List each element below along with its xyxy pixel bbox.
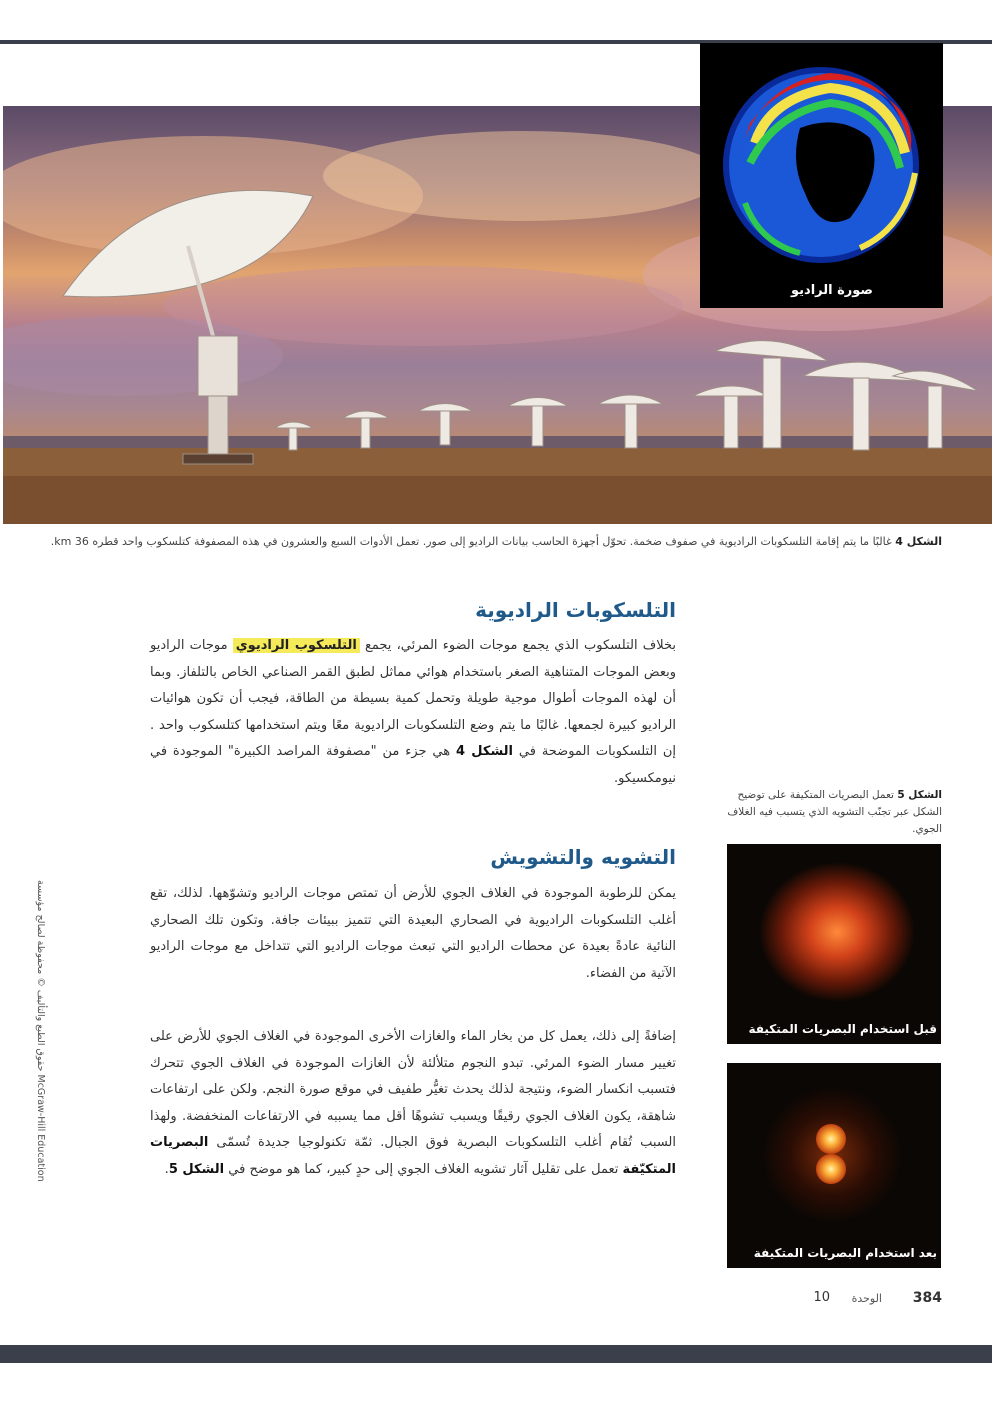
distortion-p2-start: إضافةً إلى ذلك، يعمل كل من بخار الماء والغازات الأخرى الموجودة في الغلاف الجوي للأرض على تغيير مسار الضوء المرئي. تبدو النجوم متلألئة لأن الغازات الموجودة في الغلاف الجوي تتحرك فتسبب انكسار الضوء، ونتيجة لذلك يحدث تغيُّر طفيف في موقع صورة النجم. ولكن على ارتفاعات شاهقة، يكون الغلاف الجوي رقيقًا ويسبب تشوهًا أقل مما يسببه في الارتفاعات المنخفضة. ولهذا السبب تُقام أغلب التلسكوبات البصرية فوق الجبال. ثمّة تكنولوجيا جديدة تُسمّى: [150, 1029, 677, 1150]
sharp-star-visual: [727, 1063, 941, 1268]
adaptive-optics-term: البصريات المتكيّفة: [150, 1135, 676, 1177]
figure4-caption: [40, 530, 942, 554]
unit-number: 10: [813, 1290, 830, 1305]
radio-text-after: موجات الراديو وبعض الموجات المتناهية الصغر باستخدام هوائي مماثل لطبق القمر الصناعي الخاص بالتلفاز. وبما أن لهذه الموجات أطوال موجية طويلة وتحمل كمية بسيطة من الطاقة، فيجب أن تكون هوائيات الراديو كبيرة لجمعها. غالبًا ما يتم وضع التلسكوبات الراديوية معًا ويتم استخدامها كتلسكوب واحد . إن التلسكوبات الموضحة في: [150, 638, 677, 759]
after-label: بعد استخدام البصريات المتكيفة: [753, 1246, 937, 1260]
figure4-text: غالبًا ما يتم إقامة التلسكوبات الراديوية في صفوف ضخمة. تحوّل أجهزة الحاسب بيانات الراديو إلى صور. تعمل الأدوات السبع والعشرون في هذه المصفوفة كتلسكوب واحد قطره 36 km.: [50, 535, 892, 548]
radio-image-label: صورة الراديو: [791, 283, 873, 298]
page-number: 384: [912, 1290, 942, 1306]
figure5-reference: الشكل 5: [168, 1161, 225, 1177]
after-adaptive-optics-image: [727, 1063, 941, 1268]
radio-telescopes-paragraph: [150, 633, 676, 792]
unit-label: الوحدة: [851, 1292, 882, 1305]
section-title-radio-telescopes: التلسكوبات الراديوية: [475, 598, 676, 622]
radio-text-end: هي جزء من "مصفوفة المراصد الكبيرة" الموجودة في نيومكسيكو.: [150, 744, 676, 786]
figure5-caption: [727, 787, 942, 838]
copyright-text: حقوق الطبع والتأليف © محفوظة لصالح مؤسسة McGraw-Hill Education: [35, 880, 46, 1182]
distortion-paragraph-2: [150, 1024, 676, 1183]
figure5-text: تعمل البصريات المتكيفة على توضيح الشكل عبر تجنّب التشويه الذي يتسبب فيه الغلاف الجوي.: [727, 789, 942, 835]
section-title-distortion: التشويه والتشويش: [490, 845, 676, 869]
distortion-p2-end: .: [164, 1161, 169, 1177]
radio-image-visual: [700, 43, 943, 308]
figure4-reference: الشكل 4: [455, 744, 514, 759]
blurred-star-visual: [727, 844, 941, 1044]
distortion-p2-mid: تعمل على تقليل آثار تشويه الغلاف الجوي إلى حدٍ كبير، كما هو موضح في: [228, 1161, 619, 1177]
before-adaptive-optics-image: [727, 844, 941, 1044]
radio-image-inset: [700, 43, 943, 308]
radio-telescope-term: التلسكوب الراديوي: [233, 638, 360, 653]
figure5-prefix: الشكل 5: [897, 789, 942, 801]
copyright-side-credit: [34, 880, 48, 1230]
radio-text-before: بخلاف التلسكوب الذي يجمع موجات الضوء المرئي، يجمع: [364, 638, 676, 653]
distortion-paragraph-1: يمكن للرطوبة الموجودة في الغلاف الجوي للأرض أن تمتص موجات الراديو وتشوّهها. لذلك، تقع أغلب التلسكوبات الراديوية في الصحاري البعيدة التي تتميز ببيئات جافة. وتكون تلك الصحاري النائية عادةً بعيدة عن محطات الراديو التي تبعث موجات الراديو التي تتداخل مع موجات الراديو الآتية من الفضاء.: [150, 886, 676, 981]
before-label: قبل استخدام البصريات المتكيفة: [748, 1022, 937, 1036]
figure4-prefix: الشكل 4: [895, 535, 942, 548]
bottom-rule: [0, 1345, 992, 1363]
